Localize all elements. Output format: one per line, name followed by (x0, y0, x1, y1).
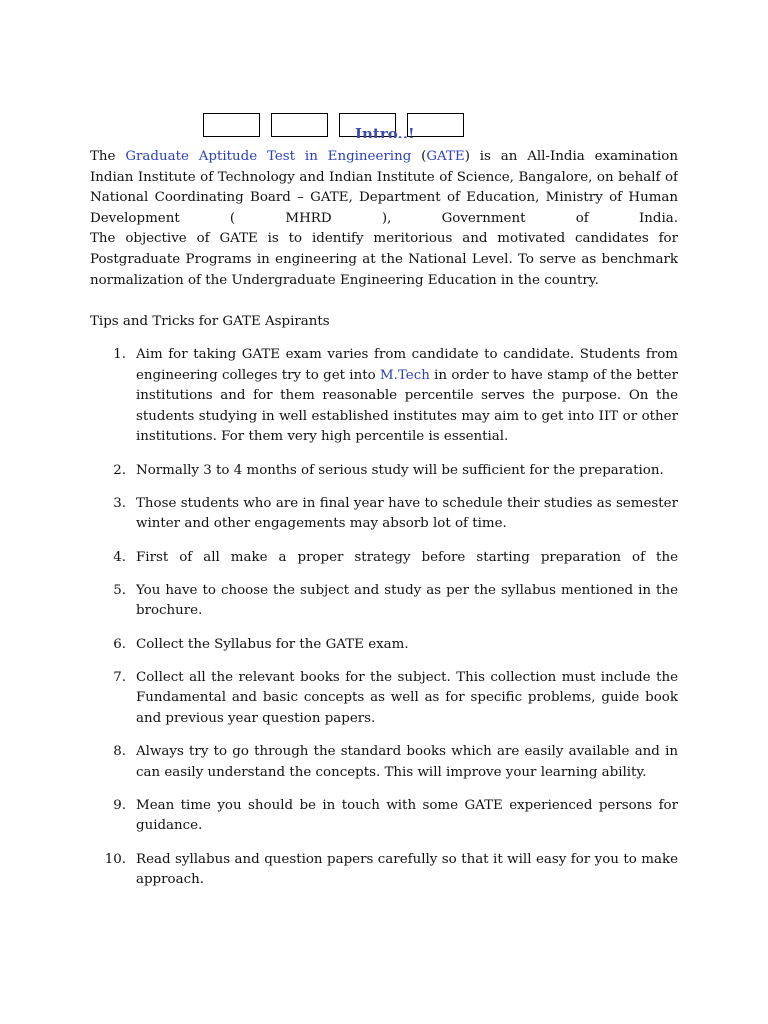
tip-line: You have to choose the subject and study as per the syllabus mentioned in the (136, 582, 678, 598)
tip-list-item (90, 635, 678, 656)
tip-number: 7. (113, 669, 126, 685)
intro-line: Indian Institute of Technology and Indian Institute of Science, Bangalore, on behalf of (90, 169, 678, 185)
tip-text (136, 850, 678, 891)
tip-list-item (90, 461, 678, 482)
tip-text (136, 548, 678, 569)
tip-line: Read syllabus and question papers carefully so that it will easy for you to make (136, 851, 678, 867)
empty-box (203, 113, 260, 137)
tip-text (136, 668, 678, 730)
tip-line: winter and other engagements may absorb lot of time. (136, 516, 507, 532)
tip-number: 2. (113, 462, 126, 478)
tip-line: institutions. For them very high percentile is essential. (136, 429, 509, 445)
tip-line: Those students who are in final year have to schedule their studies as semester (136, 495, 678, 511)
tip-line-segment: engineering colleges try to get into (136, 367, 380, 383)
tips-list (90, 345, 678, 903)
tip-line: can easily understand the concepts. This will improve your learning ability. (136, 764, 647, 780)
intro-line-segment: The (90, 149, 126, 164)
tip-number: 1. (113, 347, 126, 362)
tip-line: Always try to go through the standard books which are easily available and in (136, 744, 678, 760)
tip-line: Fundamental and basic concepts as well as for specific problems, guide book (136, 690, 678, 706)
tip-number: 3. (113, 495, 126, 511)
tip-number: 8. (113, 744, 126, 760)
tip-text (136, 742, 678, 783)
tip-text (136, 494, 678, 535)
tip-line: students studying in well established institutes may aim to get into IIT or other (136, 408, 678, 424)
tip-text (136, 635, 678, 656)
tip-number: 9. (113, 797, 126, 813)
tip-line: approach. (136, 872, 204, 888)
intro-heading: Intro..! (355, 125, 415, 138)
tip-line: First of all make a proper strategy before starting preparation of the (136, 549, 678, 565)
intro-line-segment: ( (411, 149, 427, 164)
intro-line (90, 147, 678, 168)
intro-line: normalization of the Undergraduate Engineering Education in the country. (90, 272, 599, 288)
text-link[interactable]: M.Tech (379, 367, 430, 383)
tip-text (136, 796, 678, 837)
tip-number: 4. (113, 549, 126, 565)
tip-line: Collect all the relevant books for the subject. This collection must include the (136, 669, 678, 685)
intro-line: National Coordinating Board – GATE, Department of Education, Ministry of Human (90, 190, 678, 206)
tip-list-item (90, 850, 678, 891)
tip-line-segment: in order to have stamp of the better (434, 367, 678, 383)
tip-number: 10. (104, 851, 126, 867)
text-link[interactable]: Graduate Aptitude Test in Engineering (125, 149, 412, 164)
text-link[interactable]: GATE (426, 149, 465, 164)
tips-title: Tips and Tricks for GATE Aspirants (90, 314, 330, 329)
tip-list-item (90, 345, 678, 448)
intro-line: Development ( MHRD ), Government of India. (90, 210, 678, 226)
tip-list-item (90, 796, 678, 837)
tip-line (136, 366, 678, 387)
tip-list-item (90, 668, 678, 730)
tip-text (136, 461, 678, 482)
tip-list-item (90, 548, 678, 569)
tip-number: 6. (113, 636, 126, 652)
intro-line-segment: ) is an All-India examination (464, 149, 678, 164)
tip-line: Normally 3 to 4 months of serious study will be sufficient for the preparation. (136, 462, 664, 478)
intro-line: Postgraduate Programs in engineering at the National Level. To serve as benchmark (90, 251, 678, 267)
tip-list-item (90, 742, 678, 783)
empty-box (271, 113, 328, 137)
tip-text (136, 345, 678, 448)
empty-box (407, 113, 464, 137)
tip-line: Aim for taking GATE exam varies from candidate to candidate. Students from (136, 347, 678, 362)
tip-text (136, 581, 678, 622)
intro-paragraph (90, 147, 678, 291)
tip-line: guidance. (136, 818, 203, 834)
tip-line: Collect the Syllabus for the GATE exam. (136, 636, 409, 652)
tip-number: 5. (113, 582, 126, 598)
tip-line: Mean time you should be in touch with some GATE experienced persons for (136, 797, 678, 813)
tip-line: and previous year question papers. (136, 710, 376, 726)
tip-list-item (90, 581, 678, 622)
intro-line: The objective of GATE is to identify meritorious and motivated candidates for (90, 231, 678, 247)
tip-line: brochure. (136, 603, 203, 619)
tip-line: institutions and for them reasonable percentile serves the purpose. On the (136, 388, 678, 404)
tip-list-item (90, 494, 678, 535)
